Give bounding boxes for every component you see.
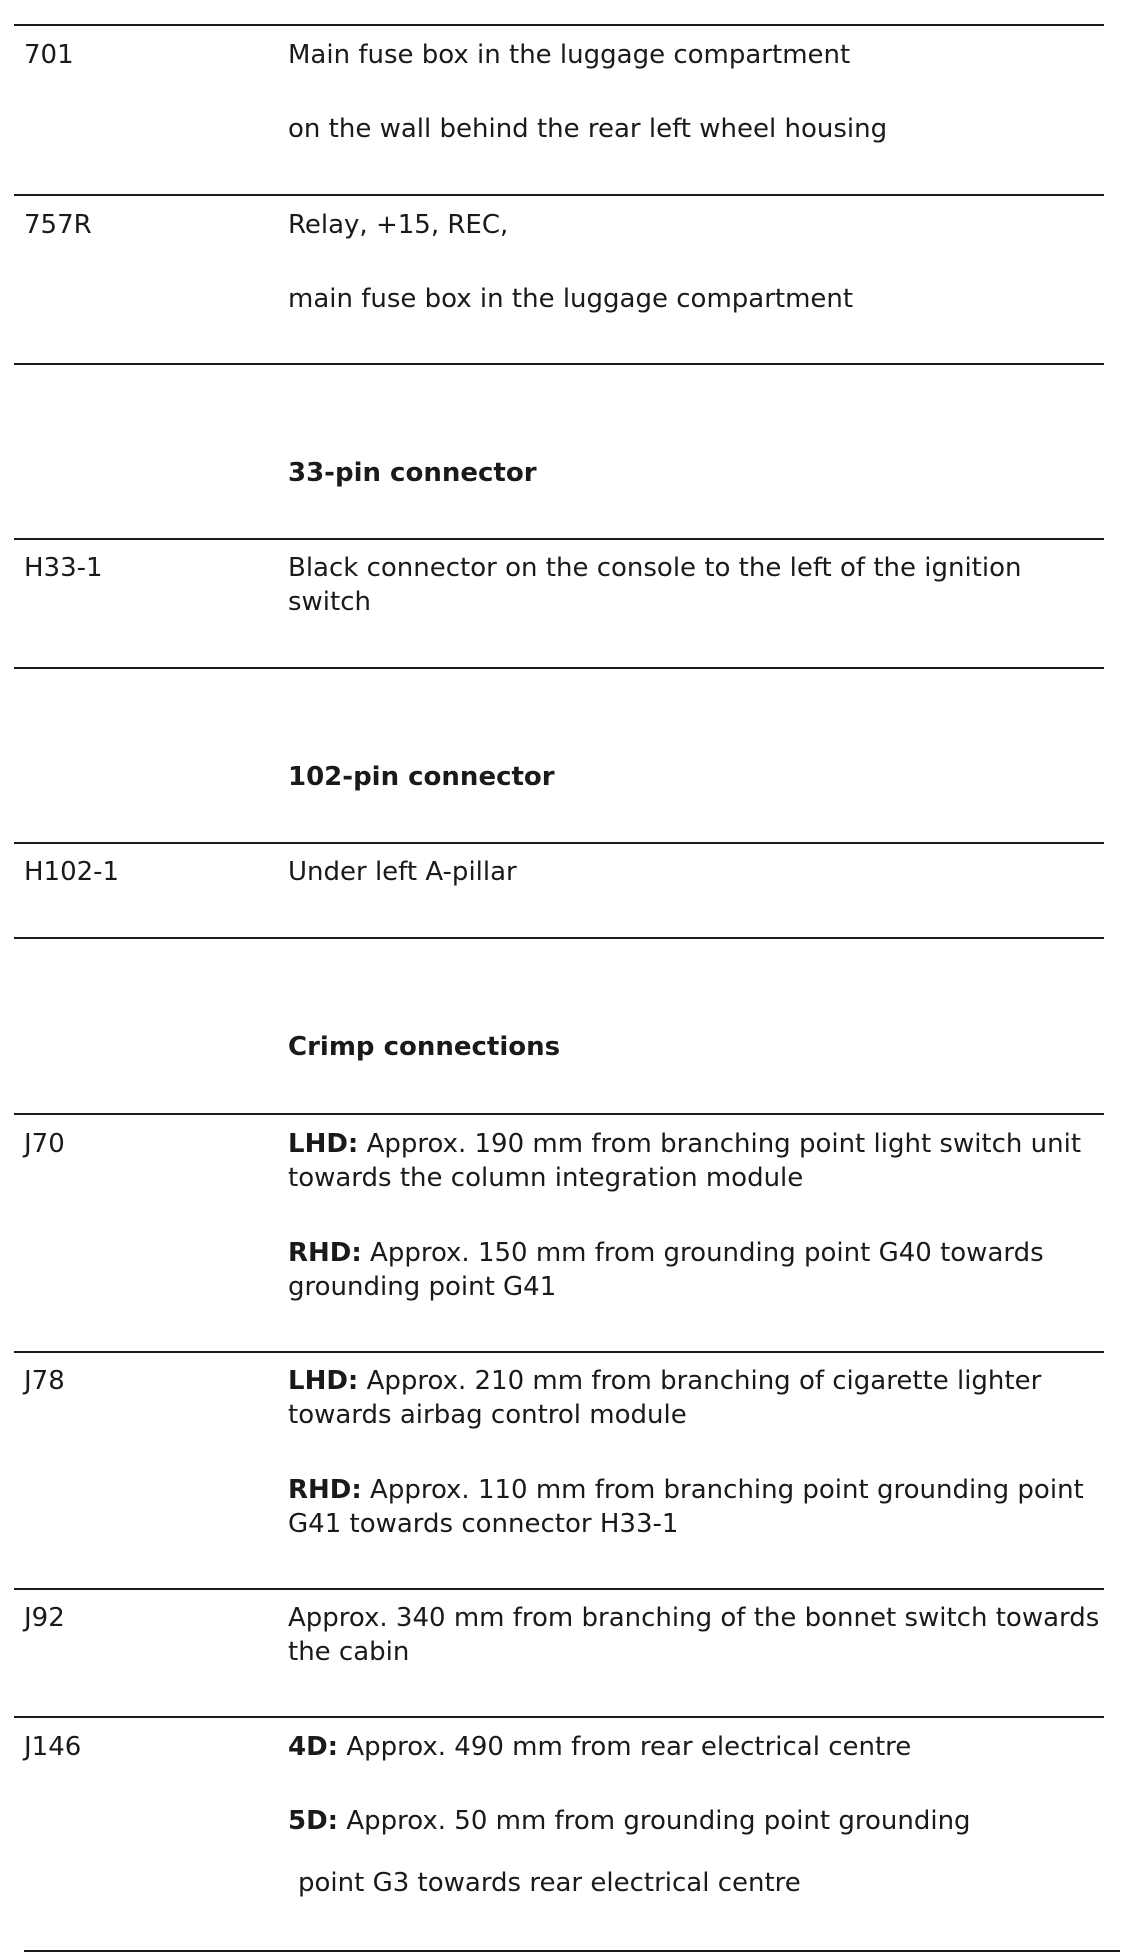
row-divider xyxy=(24,1950,1120,1952)
rhd-label: RHD: xyxy=(288,1238,362,1268)
component-code: J146 xyxy=(24,1732,82,1762)
component-code: J92 xyxy=(24,1603,65,1633)
row-divider xyxy=(14,194,1104,196)
component-location-line: Relay, +15, REC, xyxy=(288,210,509,240)
lhd-text: Approx. 210 mm from branching of cigarette lighter towards airbag control module xyxy=(288,1366,1042,1430)
4d-text: Approx. 490 mm from rear electrical centre xyxy=(338,1732,912,1762)
lhd-label: LHD: xyxy=(288,1366,359,1396)
component-location: Under left A-pillar xyxy=(288,857,517,887)
5d-text: Approx. 50 mm from grounding point grounding xyxy=(338,1806,971,1836)
component-code: 757R xyxy=(24,210,92,240)
rhd-text: Approx. 150 mm from grounding point G40 towards grounding point G41 xyxy=(288,1238,1044,1302)
row-divider xyxy=(14,1113,1104,1115)
rhd-location xyxy=(288,1236,1108,1304)
4d-label: 4D: xyxy=(288,1732,339,1762)
rhd-label: RHD: xyxy=(288,1475,362,1505)
row-divider xyxy=(14,937,1104,939)
row-divider xyxy=(14,24,1104,26)
rhd-location xyxy=(288,1473,1108,1541)
component-location-line: Main fuse box in the luggage compartment xyxy=(288,40,851,70)
row-divider xyxy=(14,1588,1104,1590)
component-location-line: main fuse box in the luggage compartment xyxy=(288,284,854,314)
component-code: J70 xyxy=(24,1129,65,1159)
rhd-text: Approx. 110 mm from branching point grounding point G41 towards connector H33-1 xyxy=(288,1475,1084,1539)
component-location: Approx. 340 mm from branching of the bonnet switch towards the cabin xyxy=(288,1603,1100,1667)
component-code: H102-1 xyxy=(24,857,120,887)
component-location: Black connector on the console to the left of the ignition switch xyxy=(288,553,1022,617)
lhd-location xyxy=(288,1364,1108,1432)
row-divider xyxy=(14,1351,1104,1353)
component-code: J78 xyxy=(24,1366,65,1396)
section-heading-102-pin: 102-pin connector xyxy=(288,762,555,792)
lhd-text: Approx. 190 mm from branching point light switch unit towards the column integration module xyxy=(288,1129,1082,1193)
row-divider xyxy=(14,1716,1104,1718)
5d-location xyxy=(288,1804,1108,1838)
component-location-line: on the wall behind the rear left wheel housing xyxy=(288,114,888,144)
row-divider xyxy=(14,667,1104,669)
row-divider xyxy=(14,363,1104,365)
row-divider xyxy=(14,842,1104,844)
lhd-location xyxy=(288,1127,1108,1195)
component-code: 701 xyxy=(24,40,74,70)
component-code: H33-1 xyxy=(24,553,103,583)
lhd-label: LHD: xyxy=(288,1129,359,1159)
row-divider xyxy=(14,538,1104,540)
5d-location-continued: point G3 towards rear electrical centre xyxy=(298,1868,801,1898)
section-heading-crimp: Crimp connections xyxy=(288,1032,561,1062)
section-heading-33-pin: 33-pin connector xyxy=(288,458,537,488)
5d-label: 5D: xyxy=(288,1806,339,1836)
4d-location xyxy=(288,1730,1108,1764)
